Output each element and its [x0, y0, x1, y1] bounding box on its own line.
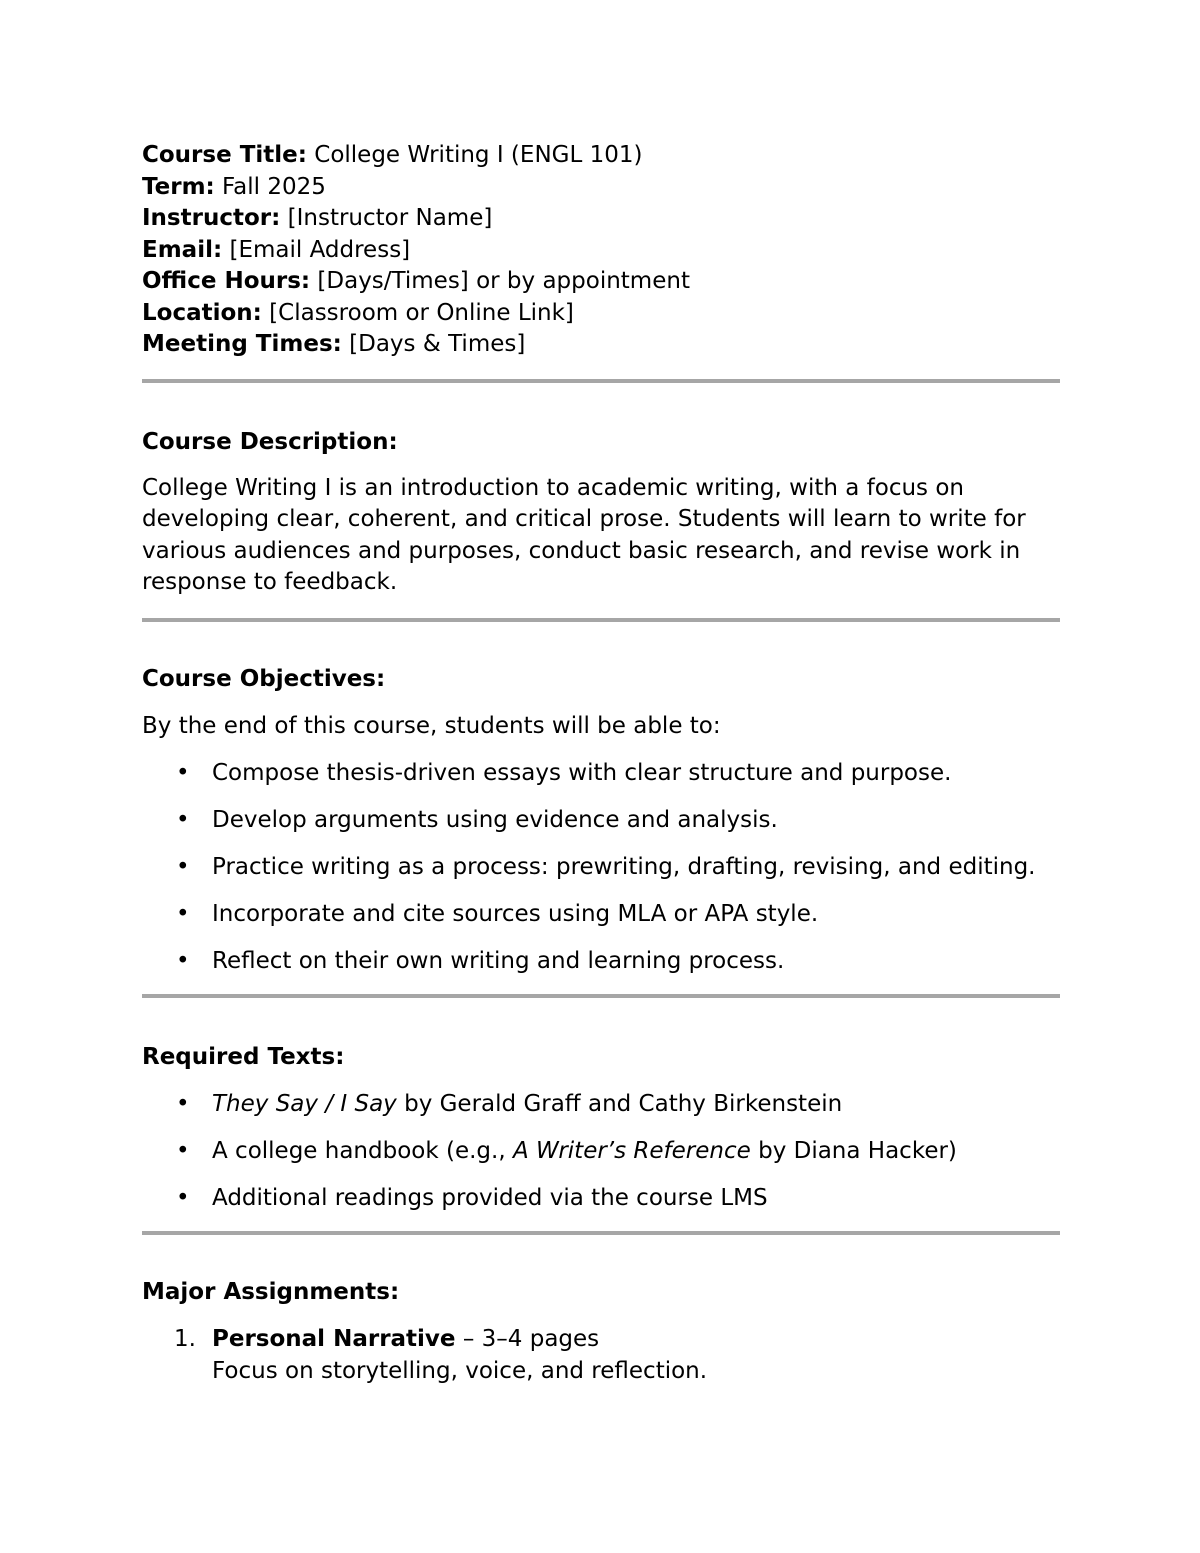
- email-line: Email: [Email Address]: [142, 236, 411, 263]
- syllabus-document: [142, 140, 1058, 1387]
- divider: [142, 1231, 1060, 1235]
- objectives-heading: Course Objectives:: [142, 665, 386, 692]
- location-line: Location: [Classroom or Online Link]: [142, 299, 574, 326]
- term-line: Term: Fall 2025: [142, 173, 326, 200]
- objectives-list: [142, 758, 1058, 977]
- texts-list: [142, 1089, 1058, 1214]
- assignment-title: Personal Narrative: [212, 1326, 456, 1352]
- assignments-heading: Major Assignments:: [142, 1279, 400, 1305]
- bullet-icon: •: [176, 760, 190, 786]
- office-hours-line: Office Hours: [Days/Times] or by appointment: [142, 268, 690, 294]
- book-title: They Say / I Say: [212, 1091, 397, 1117]
- description-heading: Course Description:: [142, 428, 398, 455]
- list-number: 1.: [174, 1326, 196, 1352]
- texts-heading: Required Texts:: [142, 1044, 345, 1070]
- list-item: • They Say / I Say by Gerald Graff and Cathy Birkenstein: [142, 1089, 1058, 1120]
- list-item: • Incorporate and cite sources using MLA or APA style.: [142, 899, 1058, 930]
- list-item: • A college handbook (e.g., A Writer’s Reference by Diana Hacker): [142, 1136, 1058, 1167]
- bullet-icon: •: [176, 854, 190, 880]
- description-text: College Writing I is an introduction to academic writing, with a focus on developing clear, coherent, and critical prose. Students will learn to write for various audiences and purposes, conduct basic research, and revise work in response to feedback.: [142, 474, 1026, 595]
- list-item: • Develop arguments using evidence and analysis.: [142, 805, 1058, 836]
- divider: [142, 994, 1060, 998]
- course-title-line: Course Title: College Writing I (ENGL 101): [142, 142, 643, 168]
- divider: [142, 618, 1060, 622]
- assignments-list: [142, 1324, 1058, 1387]
- book-title: A Writer’s Reference: [512, 1138, 751, 1164]
- meeting-times-line: Meeting Times: [Days & Times]: [142, 331, 526, 357]
- list-item: • Additional readings provided via the course LMS: [142, 1183, 1058, 1214]
- assignment-description: Focus on storytelling, voice, and reflection.: [212, 1357, 708, 1384]
- instructor-line: Instructor: [Instructor Name]: [142, 205, 493, 231]
- bullet-icon: •: [176, 1138, 190, 1164]
- bullet-icon: •: [176, 1185, 190, 1211]
- list-item: 1. Personal Narrative – 3–4 pages Focus on storytelling, voice, and reflection.: [142, 1324, 1058, 1387]
- bullet-icon: •: [176, 901, 190, 927]
- bullet-icon: •: [176, 948, 190, 974]
- list-item: • Practice writing as a process: prewriting, drafting, revising, and editing.: [142, 852, 1058, 883]
- bullet-icon: •: [176, 1091, 190, 1117]
- list-item: • Reflect on their own writing and learning process.: [142, 946, 1058, 977]
- bullet-icon: •: [176, 807, 190, 833]
- divider: [142, 379, 1060, 383]
- objectives-intro: By the end of this course, students will be able to:: [142, 712, 721, 739]
- course-info: [142, 140, 1058, 361]
- list-item: • Compose thesis-driven essays with clear structure and purpose.: [142, 758, 1058, 789]
